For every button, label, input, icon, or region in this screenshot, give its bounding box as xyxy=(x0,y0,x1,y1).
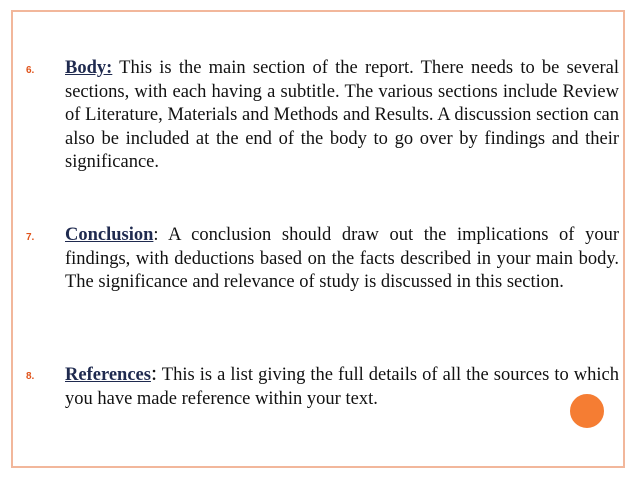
item-body: This is the main section of the report. There needs to be several sections, with each having a subtitle. The various sections include Review of Literature, Materials and Methods and Results. A discussion section can also be included at the end of the body to go over by findings and their significance. xyxy=(65,58,619,172)
item-body: A conclusion should draw out the implications of your findings, with deductions based on the facts described in your main body. The significance and relevance of study is discussed in this section. xyxy=(65,225,619,292)
decorative-circle xyxy=(567,391,607,431)
item-separator: : xyxy=(153,225,159,245)
item-text xyxy=(65,57,619,175)
item-text xyxy=(65,361,619,411)
item-body: This is a list giving the full details of all the sources to which you have made reference within your text. xyxy=(65,365,619,409)
item-text xyxy=(65,224,619,295)
item-term: Body: xyxy=(65,58,113,78)
item-number: 6. xyxy=(26,65,35,76)
item-number: 7. xyxy=(26,232,35,243)
item-term: Conclusion xyxy=(65,225,154,245)
item-number: 8. xyxy=(26,371,35,382)
item-separator: : xyxy=(150,360,158,385)
item-term: References xyxy=(65,365,151,385)
